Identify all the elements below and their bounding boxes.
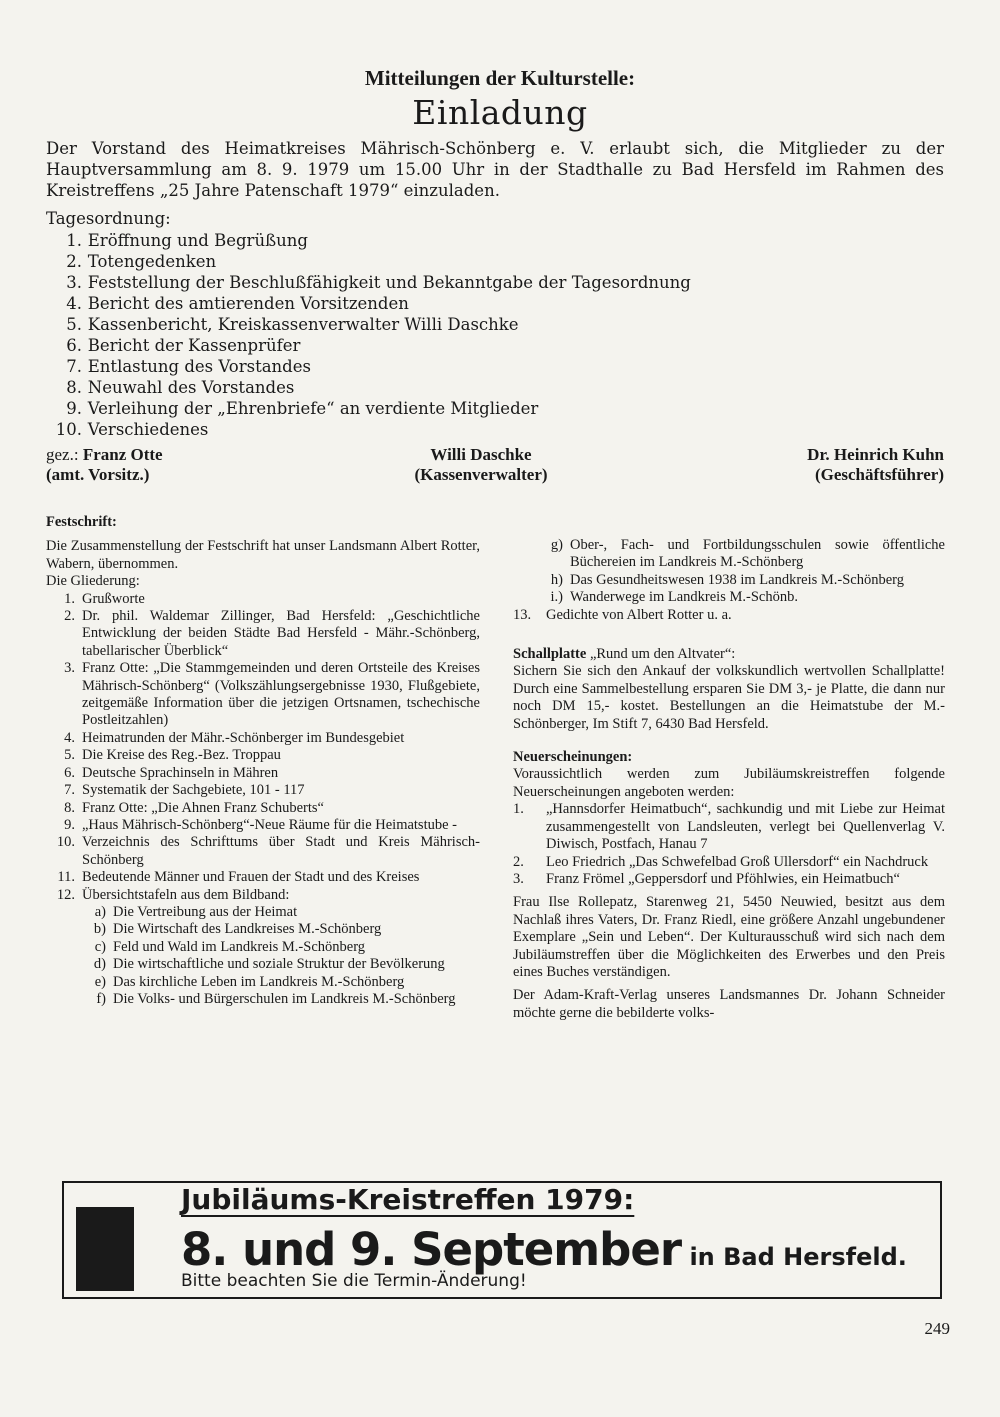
- black-block-mark: [76, 1207, 134, 1291]
- list-item: d) Die wirtschaftliche und soziale Struktur der Bevölkerung: [93, 956, 445, 973]
- agenda-item: 1. Eröffnung und Begrüßung: [66, 231, 308, 250]
- agenda-item: 7. Entlastung des Vorstandes: [66, 357, 311, 376]
- schallplatte-heading: Schallplatte „Rund um den Altvater“:: [513, 646, 736, 663]
- list-item: 13. Gedichte von Albert Rotter u. a.: [513, 606, 732, 623]
- announcement-note: Bitte beachten Sie die Termin-Änderung!: [181, 1271, 527, 1291]
- list-item: i.) Wanderwege im Landkreis M.-Schönb.: [550, 589, 798, 606]
- neuerscheinungen-list: [513, 801, 945, 888]
- list-item: 3. Franz Frömel „Geppersdorf und Pföhlwies, ein Heimatbuch“: [513, 870, 900, 887]
- adam-kraft-paragraph: Der Adam-Kraft-Verlag unseres Landsmannes Dr. Johann Schneider möchte gerne die bebilderte volks-: [513, 987, 945, 1021]
- list-item: 8. Franz Otte: „Die Ahnen Franz Schuberts“: [64, 799, 324, 816]
- festschrift-intro: Die Zusammenstellung der Festschrift hat unser Landsmann Albert Rotter, Wabern, übernommen.: [46, 538, 480, 572]
- announcement-box: [62, 1181, 942, 1299]
- festschrift-heading: Festschrift:: [46, 514, 117, 530]
- agenda-item: 9. Verleihung der „Ehrenbriefe“ an verdiente Mitglieder: [66, 399, 539, 418]
- list-item: 7. Systematik der Sachgebiete, 101 - 117: [64, 782, 305, 799]
- agenda-item: 8. Neuwahl des Vorstandes: [66, 378, 295, 397]
- festschrift-item-13: [513, 607, 945, 624]
- list-item: b) Die Wirtschaft des Landkreises M.-Schönberg: [93, 921, 382, 938]
- schallplatte-text: Sichern Sie sich den Ankauf der volkskundlich wertvollen Schallplatte! Durch eine Sammelbestellung ersparen Sie DM 3,- je Platte, die dann nur noch DM 15,- kostet. Bestellungen an die Heimatstube der M.-Schönberger, Im Stift 7, 6430 Bad Hersfeld.: [513, 663, 945, 732]
- signature-treasurer: Willi Daschke (Kassenverwalter): [414, 445, 548, 484]
- list-item: 6. Deutsche Sprachinseln in Mähren: [64, 764, 279, 781]
- festschrift-outline-label: Die Gliederung:: [46, 573, 140, 590]
- page-title: Einladung: [412, 93, 588, 132]
- rollepatz-paragraph: Frau Ilse Rollepatz, Starenweg 21, 5450 Neuwied, besitzt aus dem Nachlaß ihres Vaters, Dr. Franz Riedl, eine größere Anzahl ungebundener Exemplare „Sein und Leben“. Der Kulturausschuß wird sich nach dem Jubiläumstreffen über die Möglichkeiten des Erwerbes und den Preis eines Buches verständigen.: [513, 894, 945, 980]
- announcement-date: 8. und 9. September in Bad Hersfeld.: [181, 1223, 907, 1276]
- festschrift-sublist-continued: [513, 537, 945, 607]
- announcement-title: Jubiläums-Kreistreffen 1979:: [181, 1183, 635, 1216]
- list-item: h) Das Gesundheitswesen 1938 im Landkreis M.-Schönberg: [550, 571, 904, 588]
- list-item: 3. Franz Otte: „Die Stammgemeinden und deren Ortsteile des Kreises Mährisch-Schönberg“ (Volkszählungsergebnisse 1930, Flußgebiete, zeitgemäße Information über die jetzigen Ortsnamen, tschechische Postleitzahlen): [64, 660, 480, 729]
- agenda-item: 10. Verschiedenes: [55, 420, 209, 439]
- list-item: 1. Grußworte: [64, 590, 145, 607]
- invitation-paragraph: Der Vorstand des Heimatkreises Mährisch-Schönberg e. V. erlaubt sich, die Mitglieder zu der Hauptversammlung am 8. 9. 1979 um 15.00 Uhr in der Stadthalle zu Bad Hersfeld im Rahmen des Kreistreffens „25 Jahre Patenschaft 1979“ einzuladen.: [46, 139, 944, 200]
- list-item: 9. „Haus Mährisch-Schönberg“-Neue Räume für die Heimatstube -: [64, 816, 457, 833]
- agenda-item: 4. Bericht des amtierenden Vorsitzenden: [66, 294, 409, 313]
- list-item: 2. Dr. phil. Waldemar Zillinger, Bad Hersfeld: „Geschichtliche Entwicklung der beiden Städte Bad Hersfeld - Mähr.-Schönberg, tabellarischer Überblick“: [64, 608, 480, 659]
- section-kicker: Mitteilungen der Kulturstelle:: [364, 66, 636, 90]
- agenda-item: 5. Kassenbericht, Kreiskassenverwalter Willi Daschke: [66, 315, 519, 334]
- list-item: 12. Übersichtstafeln aus dem Bildband:: [56, 886, 290, 903]
- list-item: 4. Heimatrunden der Mähr.-Schönberger im Bundesgebiet: [64, 729, 405, 746]
- list-item: f) Die Volks- und Bürgerschulen im Landkreis M.-Schönberg: [96, 990, 456, 1007]
- list-item: 11. Bedeutende Männer und Frauen der Stadt und des Kreises: [57, 869, 420, 886]
- festschrift-sublist: [75, 904, 480, 1008]
- list-item: e) Das kirchliche Leben im Landkreis M.-Schönberg: [94, 973, 405, 990]
- list-item: 5. Die Kreise des Reg.-Bez. Troppau: [64, 747, 281, 764]
- list-item: a) Die Vertreibung aus der Heimat: [94, 903, 298, 920]
- list-item: 1. „Hannsdorfer Heimatbuch“, sachkundig und mit Liebe zur Heimat zusammengestellt von Landsleuten, verlegt bei Quellenverlag V. Diwisch, Postfach, Hanau 7: [513, 801, 945, 853]
- neuerscheinungen-intro: Voraussichtlich werden zum Jubiläumskreistreffen folgende Neuerscheinungen angeboten werden:: [513, 766, 945, 800]
- left-column: [46, 514, 480, 1008]
- right-column: [513, 537, 945, 1022]
- list-item: 2. Leo Friedrich „Das Schwefelbad Groß Ullersdorf“ ein Nachdruck: [513, 853, 929, 870]
- list-item: g) Ober-, Fach- und Fortbildungsschulen sowie öffentliche Büchereien im Landkreis M.-Schönberg: [550, 537, 945, 571]
- agenda-item: 2. Totengedenken: [66, 252, 217, 271]
- agenda-list: [46, 230, 926, 440]
- page-number: 249: [924, 1319, 950, 1338]
- signature-chair: gez.: Franz Otte (amt. Vorsitz.): [46, 445, 163, 484]
- neuerscheinungen-heading: Neuerscheinungen:: [513, 749, 633, 766]
- signature-manager: Dr. Heinrich Kuhn (Geschäftsführer): [807, 445, 944, 484]
- festschrift-list: [46, 591, 480, 904]
- agenda-heading: Tagesordnung:: [46, 209, 171, 228]
- list-item: c) Feld und Wald im Landkreis M.-Schönberg: [94, 938, 366, 955]
- agenda-item: 6. Bericht der Kassenprüfer: [66, 336, 301, 355]
- list-item: 10. Verzeichnis des Schrifttums über Stadt und Kreis Mährisch-Schönberg: [56, 834, 480, 868]
- agenda-item: 3. Feststellung der Beschlußfähigkeit und Bekanntgabe der Tagesordnung: [66, 273, 691, 292]
